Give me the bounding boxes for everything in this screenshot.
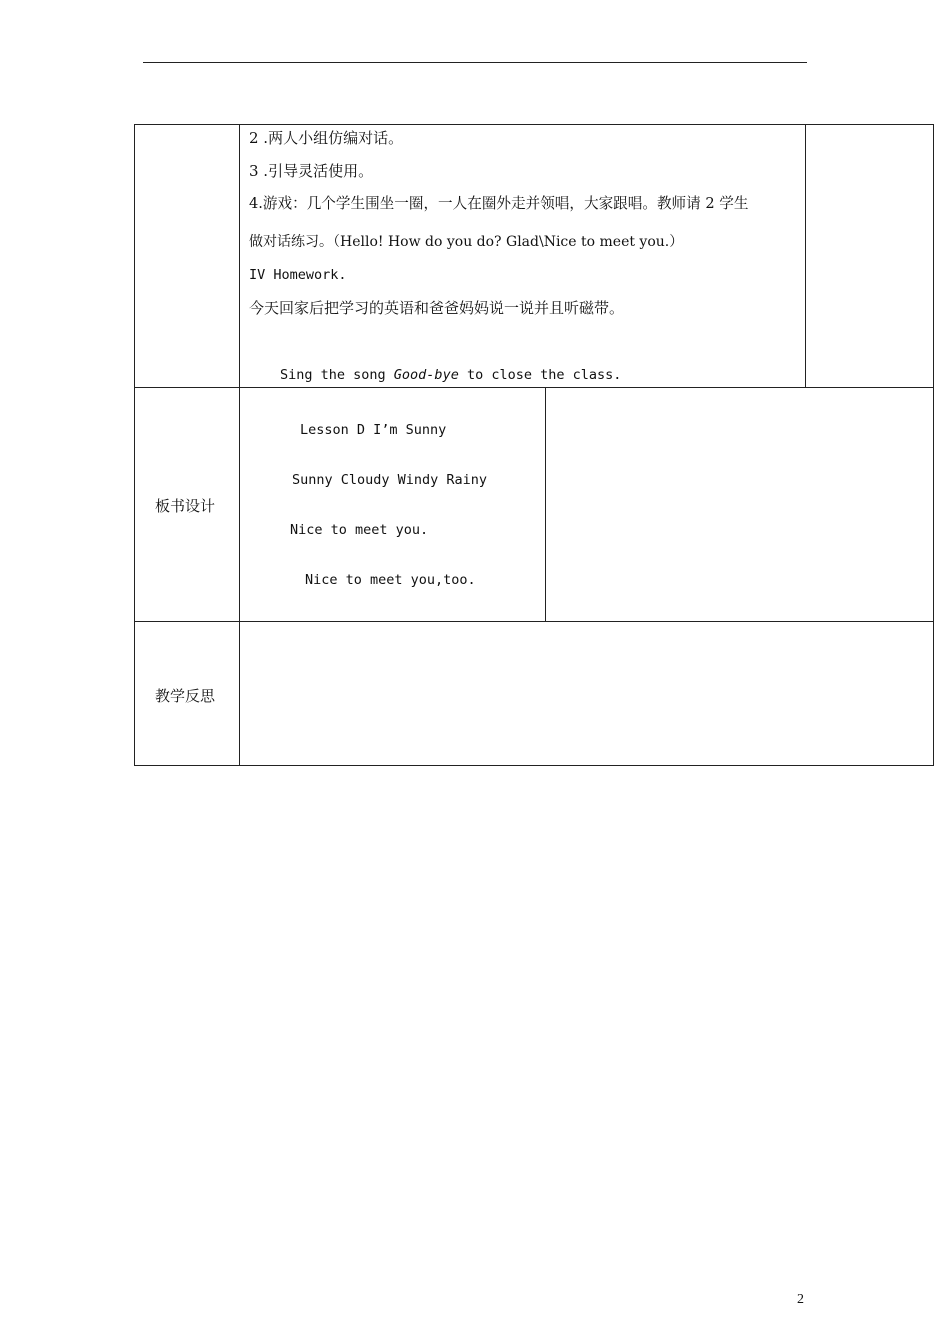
board-line-3: Nice to meet you. [290, 522, 429, 538]
board-blank-cell [545, 387, 934, 622]
board-line-2: Sunny Cloudy Windy Rainy [292, 472, 488, 488]
reflection-content-cell [239, 621, 934, 766]
procedure-line-3: 4.游戏：几个学生围坐一圈，一人在圈外走并领唱，大家跟唱。教师请 2 学生 [249, 195, 749, 212]
board-line-1: Lesson D I’m Sunny [300, 422, 447, 438]
closing-song-title: Good-bye [393, 367, 459, 383]
procedure-notes-cell [805, 124, 934, 388]
page-number: 2 [797, 1292, 804, 1307]
header-rule [143, 62, 807, 63]
procedure-label-cell [134, 124, 240, 388]
procedure-line-1: 2 .两人小组仿编对话。 [249, 129, 404, 147]
closing-after: to close the class. [458, 367, 622, 383]
procedure-line-4: 做对话练习。（Hello! How do you do? Glad\Nice to meet you.） [249, 234, 684, 250]
closing-line [280, 366, 621, 384]
procedure-line-5: IV Homework. [249, 267, 347, 283]
closing-before: Sing the song [280, 367, 394, 383]
procedure-line-6: 今天回家后把学习的英语和爸爸妈妈说一说并且听磁带。 [249, 299, 625, 317]
board-design-label: 板书设计 [155, 497, 216, 515]
board-line-4: Nice to meet you,too. [305, 572, 476, 588]
reflection-label: 教学反思 [155, 687, 216, 705]
procedure-line-2: 3 .引导灵活使用。 [249, 162, 374, 180]
